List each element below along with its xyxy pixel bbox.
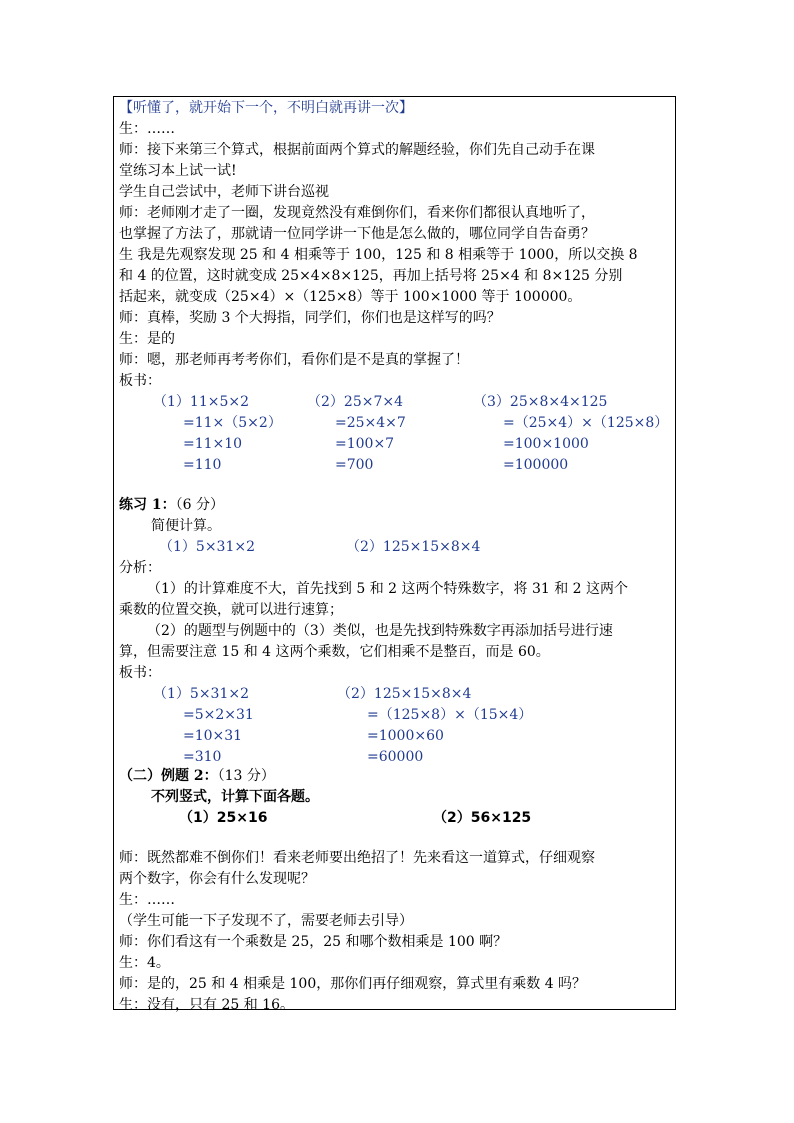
exercise-1-score: （6 分） bbox=[175, 497, 224, 513]
text-line: （学生可能一下子发现不了，需要老师去引导） bbox=[119, 913, 413, 929]
board-step: =11×（5×2） bbox=[183, 415, 282, 431]
exercise-1-instruction: 简便计算。 bbox=[151, 518, 221, 534]
board-step: =25×4×7 bbox=[335, 415, 406, 431]
board-step: =100×1000 bbox=[503, 436, 589, 452]
analysis-line: （1）的计算难度不大，首先找到 5 和 2 这两个特殊数字，将 31 和 2 这两个 bbox=[147, 581, 629, 597]
board-step: （3）25×8×4×125 bbox=[473, 394, 608, 410]
board-step: =11×10 bbox=[183, 436, 243, 452]
board-step: （1）11×5×2 bbox=[153, 394, 249, 410]
text-line: 师：是的，25 和 4 相乘是 100，那你们再仔细观察，算式里有乘数 4 吗？ bbox=[119, 976, 587, 992]
board-label: 板书： bbox=[119, 665, 161, 681]
text-line: 生：4。 bbox=[119, 955, 170, 971]
example-2-problem-1: （1）25×16 bbox=[179, 810, 268, 826]
text-line: 师：嗯，那老师再考考你们，看你们是不是真的掌握了！ bbox=[119, 352, 469, 368]
text-line: 学生自己尝试中，老师下讲台巡视 bbox=[119, 184, 329, 200]
example-2-score: （13 分） bbox=[217, 768, 275, 784]
board-step: =（125×8）×（15×4） bbox=[367, 707, 533, 723]
text-line: 堂练习本上试一试! bbox=[119, 163, 237, 179]
exercise-1-problem-2: （2）125×15×8×4 bbox=[346, 539, 481, 555]
text-line: 生 我是先观察发现 25 和 4 相乘等于 100，125 和 8 相乘等于 1000，所以交换 8 bbox=[119, 247, 638, 263]
text-line: 也掌握了方法了，那就请一位同学讲一下他是怎么做的，哪位同学自告奋勇？ bbox=[119, 226, 595, 242]
board-step: =10×31 bbox=[183, 728, 243, 744]
example-2-problem-2: （2）56×125 bbox=[433, 810, 532, 826]
board-step: =60000 bbox=[367, 749, 424, 765]
board-step: （1）5×31×2 bbox=[153, 686, 249, 702]
board-step: =100000 bbox=[503, 457, 569, 473]
section-heading: 【听懂了，就开始下一个，不明白就再讲一次】 bbox=[119, 100, 413, 116]
text-line: 师：你们看这有一个乘数是 25，25 和哪个数相乘是 100 啊？ bbox=[119, 934, 508, 950]
board-step: =1000×60 bbox=[367, 728, 444, 744]
analysis-line: 乘数的位置交换，就可以进行速算； bbox=[119, 602, 343, 618]
board-step: （2）125×15×8×4 bbox=[337, 686, 472, 702]
analysis-line: 算，但需要注意 15 和 4 这两个乘数，它们相乘不是整百，而是 60。 bbox=[119, 644, 550, 660]
text-line: 生：…… bbox=[119, 121, 175, 137]
text-line: 师：老师刚才走了一圈，发现竟然没有难倒你们，看来你们都很认真地听了， bbox=[119, 205, 595, 221]
text-line: 生：没有，只有 25 和 16。 bbox=[119, 997, 294, 1013]
text-line: 和 4 的位置，这时就变成 25×4×8×125，再加上括号将 25×4 和 8×125 分别 bbox=[119, 268, 623, 284]
exercise-1-title: 练习 1： bbox=[119, 497, 176, 513]
exercise-1-problem-1: （1）5×31×2 bbox=[159, 539, 255, 555]
example-2-instruction: 不列竖式，计算下面各题。 bbox=[151, 789, 319, 805]
board-step: =（25×4）×（125×8） bbox=[503, 415, 669, 431]
analysis-line: （2）的题型与例题中的（3）类似，也是先找到特殊数字再添加括号进行速 bbox=[147, 623, 613, 639]
board-step: （2）25×7×4 bbox=[307, 394, 403, 410]
text-line: 两个数字，你会有什么发现呢？ bbox=[119, 871, 315, 887]
analysis-label: 分析： bbox=[119, 560, 161, 576]
board-step: =100×7 bbox=[335, 436, 395, 452]
exercise-1-heading bbox=[119, 495, 224, 516]
board-step: =5×2×31 bbox=[183, 707, 254, 723]
example-2-title: （二）例题 2： bbox=[119, 768, 218, 784]
board-step: =110 bbox=[183, 457, 222, 473]
text-line: 生：…… bbox=[119, 892, 175, 908]
text-line: 生：是的 bbox=[119, 331, 175, 347]
example-2-heading bbox=[119, 766, 275, 787]
text-line: 括起来，就变成（25×4）×（125×8）等于 100×1000 等于 100000。 bbox=[119, 289, 582, 305]
text-line: 师：既然都难不倒你们！看来老师要出绝招了！先来看这一道算式，仔细观察 bbox=[119, 850, 595, 866]
board-step: =310 bbox=[183, 749, 222, 765]
text-line: 师：接下来第三个算式，根据前面两个算式的解题经验，你们先自己动手在课 bbox=[119, 142, 595, 158]
board-label: 板书： bbox=[119, 373, 161, 389]
text-line: 师：真棒，奖励 3 个大拇指，同学们，你们也是这样写的吗？ bbox=[119, 310, 501, 326]
board-step: =700 bbox=[335, 457, 374, 473]
